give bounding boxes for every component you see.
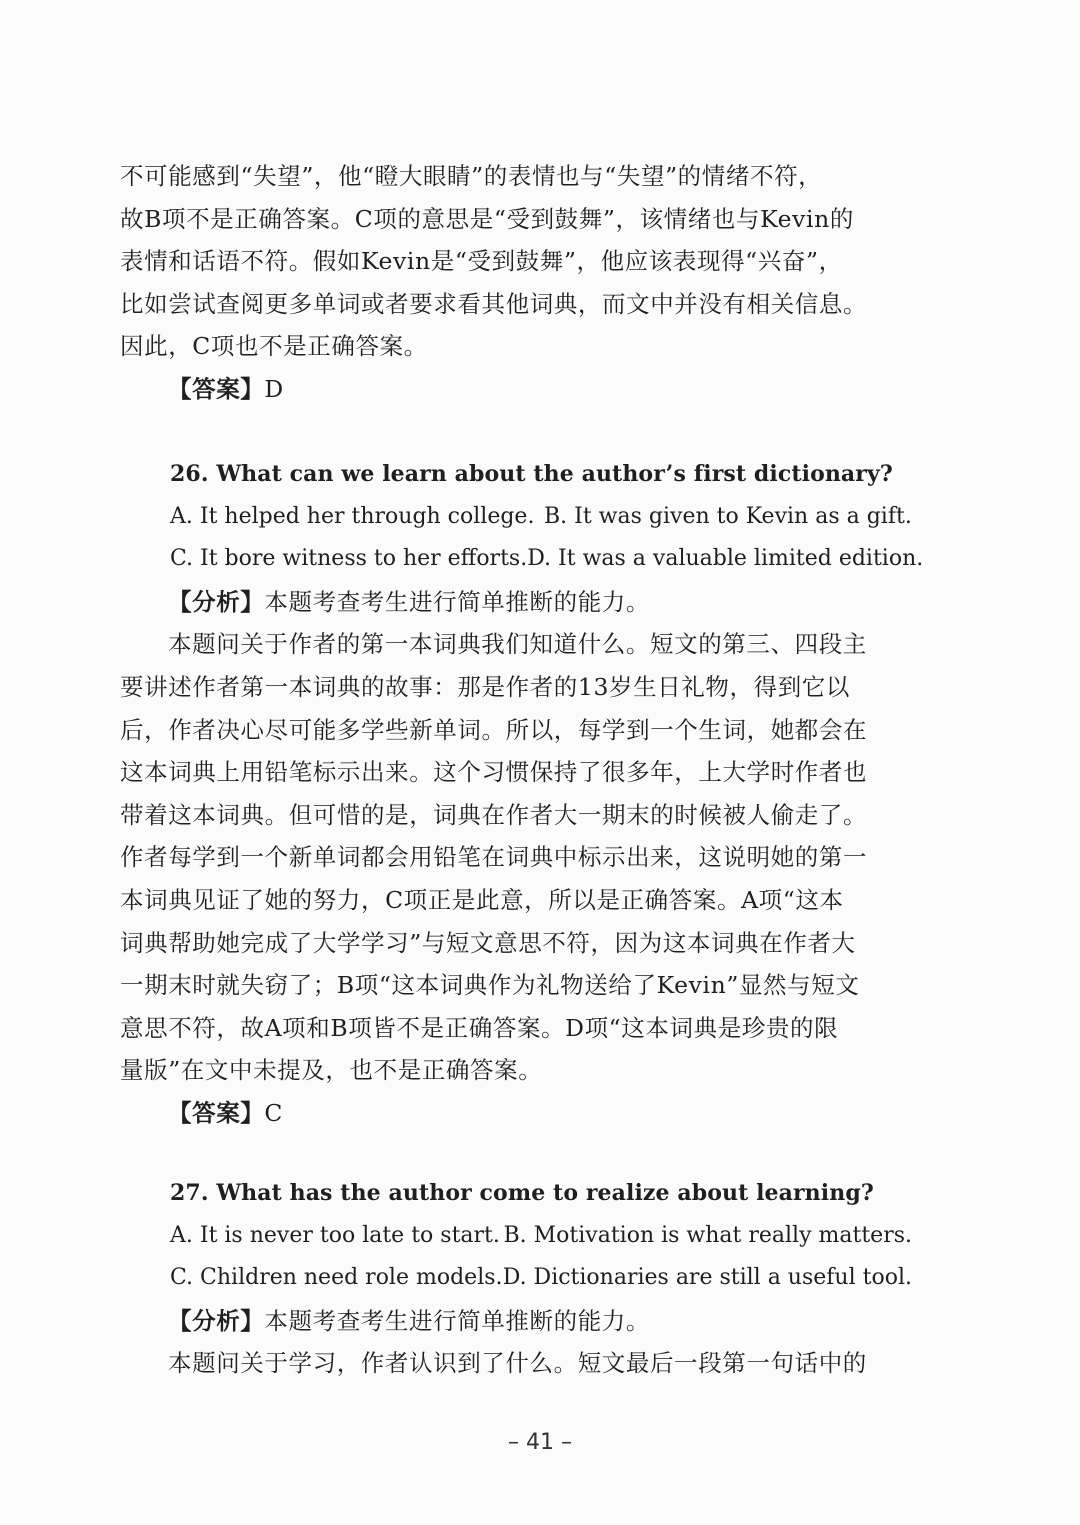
answer-value: C [264, 1098, 283, 1127]
options-row [120, 1215, 912, 1258]
answer-value: D [264, 374, 284, 403]
explanation-line: 作者每学到一个新单词都会用铅笔在词典中标示出来，这说明她的第一 [120, 843, 868, 872]
options-row [120, 496, 912, 539]
explanation-line: 后，作者决心尽可能多学些新单词。所以，每学到一个生词，她都会在 [120, 715, 868, 744]
analysis-label: 【分析】 [168, 1306, 265, 1335]
question-title: 27. What has the author come to realize about learning? [170, 1180, 874, 1206]
explanation-line: 要讲述作者第一本词典的故事：那是作者的13岁生日礼物，得到它以 [120, 672, 851, 701]
analysis-label: 【分析】 [168, 587, 265, 616]
analysis-text: 本题考查考生进行简单推断的能力。 [264, 587, 651, 616]
option-d: D. Dictionaries are still a useful tool. [502, 1265, 912, 1291]
explanation-line: 量版”在文中未提及，也不是正确答案。 [120, 1056, 543, 1085]
analysis-line [120, 1300, 912, 1343]
paragraph-line: 不可能感到“失望”，他“瞪大眼睛”的表情也与“失望”的情绪不符， [120, 162, 823, 190]
paragraph-line: 故B项不是正确答案。C项的意思是“受到鼓舞”，该情绪也与Kevin的 [120, 204, 854, 233]
option-a: A. It is never too late to start. [170, 1222, 500, 1248]
q25-answer [120, 368, 912, 411]
explanation-line: 词典帮助她完成了大学学习”与短文意思不符，因为这本词典在作者大 [120, 928, 856, 957]
options-row [120, 1257, 912, 1300]
paragraph-line: 表情和话语不符。假如Kevin是“受到鼓舞”，他应该表现得“兴奋”， [120, 247, 843, 276]
option-b: B. It was given to Kevin as a gift. [544, 503, 912, 529]
explanation-line: 这本词典上用铅笔标示出来。这个习惯保持了很多年，上大学时作者也 [120, 758, 868, 787]
option-c: C. It bore witness to her efforts. [170, 546, 528, 572]
options-row [120, 538, 924, 581]
question-26 [120, 453, 924, 1135]
option-a: A. It helped her through college. [170, 503, 535, 529]
page-number: – 41 – [508, 1430, 572, 1455]
question-title: 26. What can we learn about the author’s first dictionary? [170, 461, 893, 487]
explanation-line: 一期末时就失窃了；B项“这本词典作为礼物送给了Kevin”显然与短文 [120, 971, 860, 1000]
explanation-line: 带着这本词典。但可惜的是，词典在作者大一期末的时候被人偷走了。 [120, 800, 868, 829]
option-c: C. Children need role models. [170, 1265, 503, 1291]
q25-continuation [120, 155, 912, 411]
explanation-line: 意思不符，故A项和B项皆不是正确答案。D项“这本词典是珍贵的限 [120, 1013, 839, 1042]
answer-label: 【答案】 [168, 1098, 265, 1127]
paragraph-line: 因此，C项也不是正确答案。 [120, 332, 428, 361]
analysis-line [120, 581, 912, 624]
paragraph-line: 比如尝试查阅更多单词或者要求看其他词典，而文中并没有相关信息。 [120, 289, 868, 318]
q26-answer [120, 1092, 912, 1135]
option-d: D. It was a valuable limited edition. [527, 546, 924, 572]
question-27 [120, 1172, 912, 1385]
option-b: B. Motivation is what really matters. [503, 1222, 912, 1248]
explanation-line: 本题问关于学习，作者认识到了什么。短文最后一段第一句话中的 [168, 1349, 867, 1378]
explanation-line: 本词典见证了她的努力，C项正是此意，所以是正确答案。A项“这本 [120, 885, 844, 914]
analysis-text: 本题考查考生进行简单推断的能力。 [264, 1306, 651, 1335]
explanation-line: 本题问关于作者的第一本词典我们知道什么。短文的第三、四段主 [168, 630, 867, 659]
answer-label: 【答案】 [168, 374, 265, 403]
